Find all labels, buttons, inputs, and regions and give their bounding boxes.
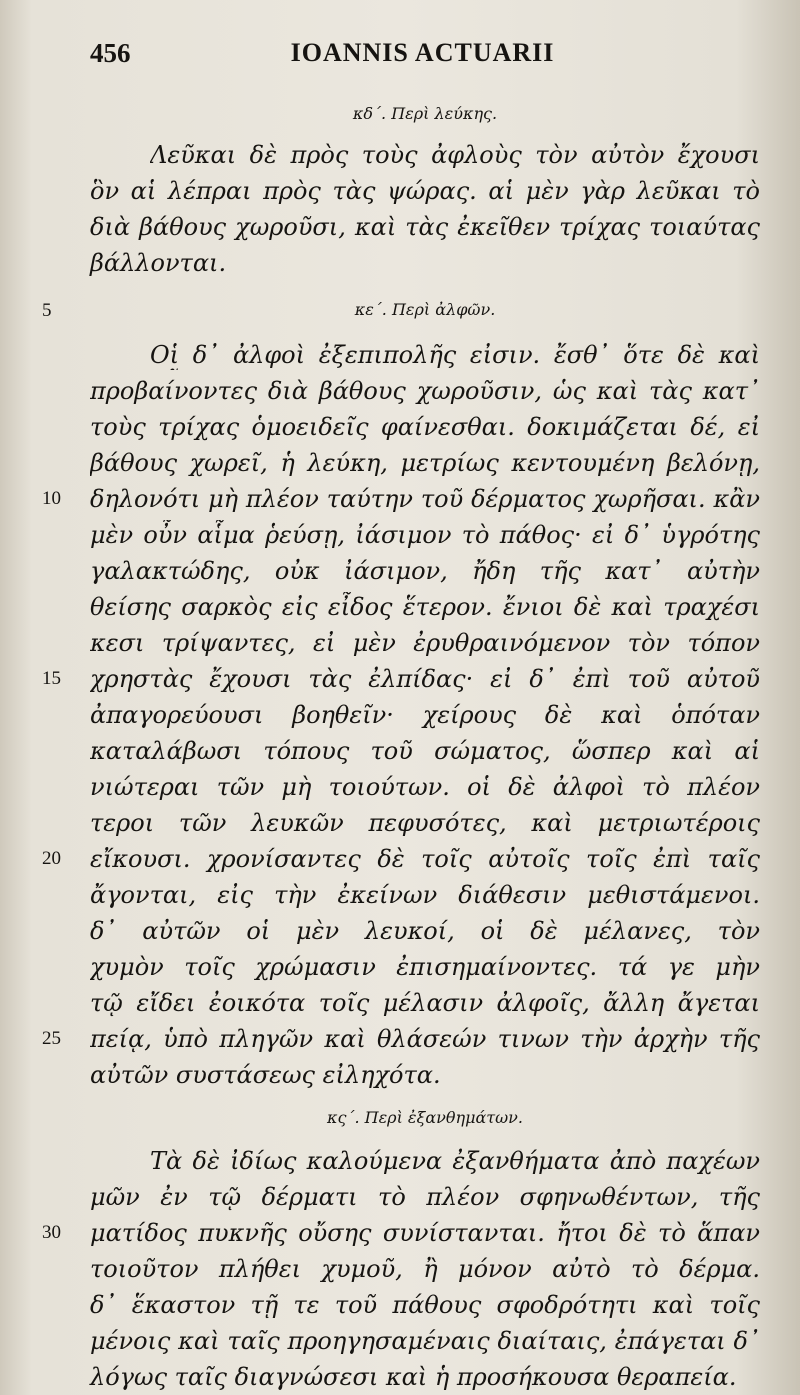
line-number: 20: [42, 848, 61, 869]
text-line: πείᾳ, ὑπὸ πληγῶν καὶ θλάσεών τινων τὴν ἀρχὴν τῆς: [90, 1025, 760, 1053]
line-number: 25: [42, 1028, 61, 1049]
text-line: τοὺς τρίχας ὁμοειδεῖς φαίνεσθαι. δοκιμάζεται δέ, εἰ: [90, 413, 760, 441]
text-line: ἄγονται, εἰς τὴν ἐκείνων διάθεσιν μεθιστάμενοι.: [90, 881, 760, 909]
text-line: χυμὸν τοῖς χρώμασιν ἐπισημαίνοντες. τά γε μὴν: [90, 953, 760, 981]
section-heading: κδ΄. Περὶ λεύκης.: [352, 104, 498, 123]
text-line: Οἱ δ᾽ ἀλφοὶ ἐξεπιπολῆς εἰσιν. ἔσθ᾽ ὅτε δὲ καὶ: [150, 341, 760, 369]
page-header: [90, 38, 755, 78]
text-line: ὃν αἱ λέπραι πρὸς τὰς ψώρας. αἱ μὲν γὰρ λεῦκαι τὸ: [90, 177, 760, 205]
text-line: αὐτῶν συστάσεως εἰληχότα.: [90, 1061, 441, 1089]
text-line: λόγως ταῖς διαγνώσεσι καὶ ἡ προσήκουσα θεραπεία.: [90, 1363, 737, 1391]
text-line: χρηστὰς ἔχουσι τὰς ἐλπίδας· εἰ δ᾽ ἐπὶ τοῦ αὐτοῦ: [90, 665, 760, 693]
text-line: δ᾽ αὐτῶν οἱ μὲν λευκοί, οἱ δὲ μέλανες, τὸν: [90, 917, 760, 945]
line-number: 10: [42, 488, 61, 509]
text-line: νιώτεραι τῶν μὴ τοιούτων. οἱ δὲ ἀλφοὶ τὸ πλέον: [90, 773, 760, 801]
text-line: Τὰ δὲ ἰδίως καλούμενα ἐξανθήματα ἀπὸ παχέων: [150, 1147, 760, 1175]
text-line: τοιοῦτον πλήθει χυμοῦ, ἢ μόνον αὐτὸ τὸ δέρμα.: [90, 1255, 760, 1283]
line-number: 15: [42, 668, 61, 689]
page-number: 456: [90, 38, 131, 68]
text-line: βάθους χωρεῖ, ἡ λεύκη, μετρίως κεντουμένη βελόνῃ,: [90, 449, 760, 477]
text-line: δ᾽ ἕκαστον τῇ τε τοῦ πάθους σφοδρότητι καὶ τοῖς: [90, 1291, 760, 1319]
text-line: μένοις καὶ ταῖς προηγησαμέναις διαίταις, ἐπάγεται δ᾽: [90, 1327, 760, 1355]
text-line: γαλακτώδης, οὐκ ἰάσιμον, ἤδη τῆς κατ᾽ αὐτὴν: [90, 557, 760, 585]
text-line: τεροι τῶν λευκῶν πεφυσότες, καὶ μετριωτέροις: [90, 809, 760, 837]
text-line: μῶν ἐν τῷ δέρματι τὸ πλέον σφηνωθέντων, τῆς: [90, 1183, 760, 1211]
text-line: καταλάβωσι τόπους τοῦ σώματος, ὥσπερ καὶ αἱ: [90, 737, 760, 765]
text-line: θείσης σαρκὸς εἰς εἶδος ἕτερον. ἔνιοι δὲ καὶ τραχέσι: [90, 593, 760, 621]
text-line: ματίδος πυκνῆς οὔσης συνίστανται. ἤτοι δὲ τὸ ἅπαν: [90, 1219, 760, 1247]
section-heading: κς΄. Περὶ ἐξανθημάτων.: [327, 1108, 523, 1127]
text-line: μὲν οὖν αἷμα ῥεύσῃ, ἰάσιμον τὸ πάθος· εἰ δ᾽ ὑγρότης: [90, 521, 760, 549]
text-line: δηλονότι μὴ πλέον ταύτην τοῦ δέρματος χωρῆσαι. κἂν: [90, 485, 760, 513]
line-number: 5: [42, 300, 52, 321]
section-heading: κε΄. Περὶ ἀλφῶν.: [354, 300, 496, 319]
text-line: εἴκουσι. χρονίσαντες δὲ τοῖς αὐτοῖς τοῖς ἐπὶ ταῖς: [90, 845, 760, 873]
text-line: κεσι τρίψαντες, εἰ μὲν ἐρυθραινόμενον τὸν τόπον: [90, 629, 760, 657]
text-line: Λεῦκαι δὲ πρὸς τοὺς ἀφλοὺς τὸν αὐτὸν ἔχουσι: [150, 141, 760, 169]
text-line: τῷ εἴδει ἐοικότα τοῖς μέλασιν ἀλφοῖς, ἄλλη ἄγεται: [90, 989, 760, 1017]
text-line: προβαίνοντες διὰ βάθους χωροῦσιν, ὡς καὶ τὰς κατ᾽: [90, 377, 760, 405]
text-line: ἀπαγορεύουσι βοηθεῖν· χείρους δὲ καὶ ὁπόταν: [90, 701, 760, 729]
running-title: IOANNIS ACTUARII: [290, 38, 555, 67]
text-line: βάλλονται.: [90, 249, 227, 277]
line-number: 30: [42, 1222, 61, 1243]
text-line: διὰ βάθους χωροῦσι, καὶ τὰς ἐκεῖθεν τρίχας τοιαύτας: [90, 213, 760, 241]
